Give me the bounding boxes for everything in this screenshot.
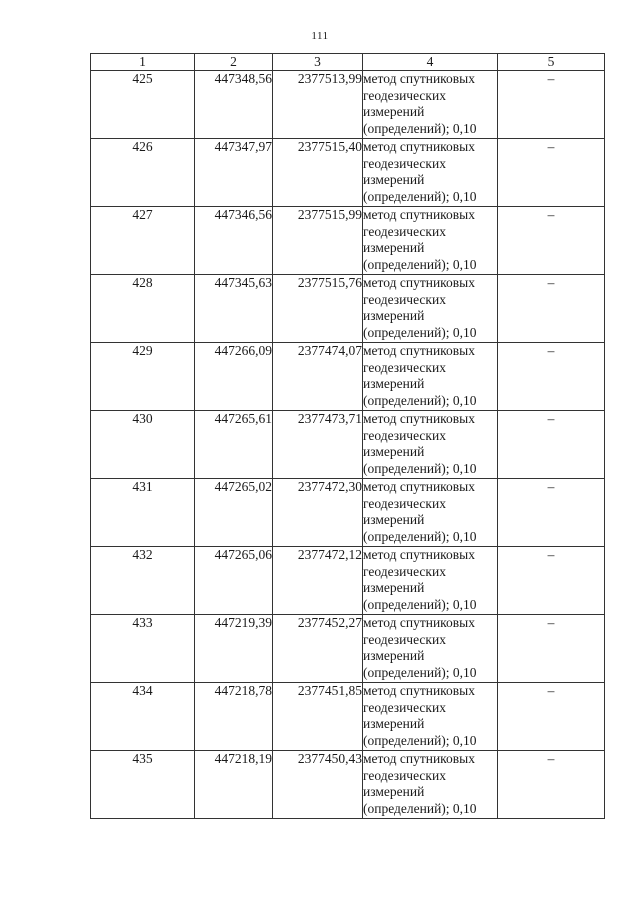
- method-line: геодезических: [363, 155, 446, 171]
- method-line: метод спутниковых: [363, 479, 475, 494]
- method-line: геодезических: [363, 87, 446, 103]
- x-coordinate-cell: 447345,63: [195, 275, 273, 343]
- header-cell: 1: [91, 54, 195, 71]
- method-cell: [363, 411, 498, 479]
- x-coordinate-cell: 447265,06: [195, 547, 273, 615]
- point-number-cell: 432: [91, 547, 195, 615]
- y-coordinate-cell: 2377472,12: [273, 547, 363, 615]
- table-row: [91, 615, 605, 683]
- header-cell: 3: [273, 54, 363, 71]
- method-line: измерений: [363, 240, 425, 255]
- point-number-cell: 430: [91, 411, 195, 479]
- point-number-cell: 429: [91, 343, 195, 411]
- method-cell: [363, 343, 498, 411]
- method-line: измерений: [363, 104, 425, 119]
- method-cell: [363, 751, 498, 819]
- method-line: геодезических: [363, 427, 446, 443]
- method-line: (определений); 0,10: [363, 664, 477, 680]
- method-line: метод спутниковых: [363, 139, 475, 154]
- table-row: [91, 547, 605, 615]
- x-coordinate-cell: 447266,09: [195, 343, 273, 411]
- method-line: (определений); 0,10: [363, 188, 477, 204]
- coordinates-table: [90, 53, 605, 819]
- method-line: метод спутниковых: [363, 683, 475, 698]
- description-cell: –: [498, 547, 605, 615]
- method-line: измерений: [363, 784, 425, 799]
- y-coordinate-cell: 2377513,99: [273, 71, 363, 139]
- description-cell: –: [498, 683, 605, 751]
- method-line: метод спутниковых: [363, 71, 475, 86]
- method-line: геодезических: [363, 495, 446, 511]
- method-line: измерений: [363, 648, 425, 663]
- x-coordinate-cell: 447218,78: [195, 683, 273, 751]
- y-coordinate-cell: 2377450,43: [273, 751, 363, 819]
- method-cell: [363, 615, 498, 683]
- y-coordinate-cell: 2377472,30: [273, 479, 363, 547]
- point-number-cell: 431: [91, 479, 195, 547]
- method-line: (определений); 0,10: [363, 732, 477, 748]
- method-cell: [363, 139, 498, 207]
- method-line: геодезических: [363, 631, 446, 647]
- method-line: измерений: [363, 512, 425, 527]
- method-line: геодезических: [363, 699, 446, 715]
- description-cell: –: [498, 139, 605, 207]
- y-coordinate-cell: 2377473,71: [273, 411, 363, 479]
- method-line: (определений); 0,10: [363, 392, 477, 408]
- table-row: [91, 411, 605, 479]
- point-number-cell: 427: [91, 207, 195, 275]
- method-line: измерений: [363, 716, 425, 731]
- method-line: измерений: [363, 308, 425, 323]
- method-line: измерений: [363, 376, 425, 391]
- description-cell: –: [498, 411, 605, 479]
- x-coordinate-cell: 447265,02: [195, 479, 273, 547]
- method-line: измерений: [363, 580, 425, 595]
- method-cell: [363, 479, 498, 547]
- description-cell: –: [498, 275, 605, 343]
- method-line: (определений); 0,10: [363, 800, 477, 816]
- table-row: [91, 207, 605, 275]
- table-row: [91, 71, 605, 139]
- method-cell: [363, 275, 498, 343]
- table-row: [91, 343, 605, 411]
- method-line: геодезических: [363, 223, 446, 239]
- method-line: геодезических: [363, 767, 446, 783]
- table-row: [91, 275, 605, 343]
- method-line: метод спутниковых: [363, 411, 475, 426]
- x-coordinate-cell: 447348,56: [195, 71, 273, 139]
- method-line: (определений); 0,10: [363, 256, 477, 272]
- method-line: метод спутниковых: [363, 615, 475, 630]
- method-cell: [363, 547, 498, 615]
- description-cell: –: [498, 207, 605, 275]
- table-row: [91, 751, 605, 819]
- point-number-cell: 425: [91, 71, 195, 139]
- method-line: измерений: [363, 172, 425, 187]
- point-number-cell: 433: [91, 615, 195, 683]
- method-line: метод спутниковых: [363, 275, 475, 290]
- y-coordinate-cell: 2377452,27: [273, 615, 363, 683]
- method-line: измерений: [363, 444, 425, 459]
- table-body: [91, 71, 605, 819]
- x-coordinate-cell: 447218,19: [195, 751, 273, 819]
- table-header-row: [91, 54, 605, 71]
- header-cell: 2: [195, 54, 273, 71]
- method-line: метод спутниковых: [363, 751, 475, 766]
- x-coordinate-cell: 447347,97: [195, 139, 273, 207]
- method-cell: [363, 207, 498, 275]
- header-cell: 4: [363, 54, 498, 71]
- header-cell: 5: [498, 54, 605, 71]
- point-number-cell: 428: [91, 275, 195, 343]
- description-cell: –: [498, 615, 605, 683]
- point-number-cell: 435: [91, 751, 195, 819]
- table-row: [91, 683, 605, 751]
- method-line: геодезических: [363, 291, 446, 307]
- y-coordinate-cell: 2377515,99: [273, 207, 363, 275]
- method-cell: [363, 683, 498, 751]
- description-cell: –: [498, 751, 605, 819]
- method-line: геодезических: [363, 563, 446, 579]
- description-cell: –: [498, 343, 605, 411]
- point-number-cell: 426: [91, 139, 195, 207]
- page-number: 111: [311, 30, 329, 42]
- x-coordinate-cell: 447265,61: [195, 411, 273, 479]
- table-row: [91, 479, 605, 547]
- description-cell: –: [498, 479, 605, 547]
- method-line: метод спутниковых: [363, 207, 475, 222]
- x-coordinate-cell: 447219,39: [195, 615, 273, 683]
- method-line: (определений); 0,10: [363, 460, 477, 476]
- method-line: метод спутниковых: [363, 343, 475, 358]
- method-line: геодезических: [363, 359, 446, 375]
- x-coordinate-cell: 447346,56: [195, 207, 273, 275]
- method-line: (определений); 0,10: [363, 324, 477, 340]
- method-line: (определений); 0,10: [363, 596, 477, 612]
- table-row: [91, 139, 605, 207]
- method-line: (определений); 0,10: [363, 528, 477, 544]
- y-coordinate-cell: 2377451,85: [273, 683, 363, 751]
- point-number-cell: 434: [91, 683, 195, 751]
- y-coordinate-cell: 2377515,40: [273, 139, 363, 207]
- method-cell: [363, 71, 498, 139]
- method-line: метод спутниковых: [363, 547, 475, 562]
- y-coordinate-cell: 2377474,07: [273, 343, 363, 411]
- method-line: (определений); 0,10: [363, 120, 477, 136]
- y-coordinate-cell: 2377515,76: [273, 275, 363, 343]
- description-cell: –: [498, 71, 605, 139]
